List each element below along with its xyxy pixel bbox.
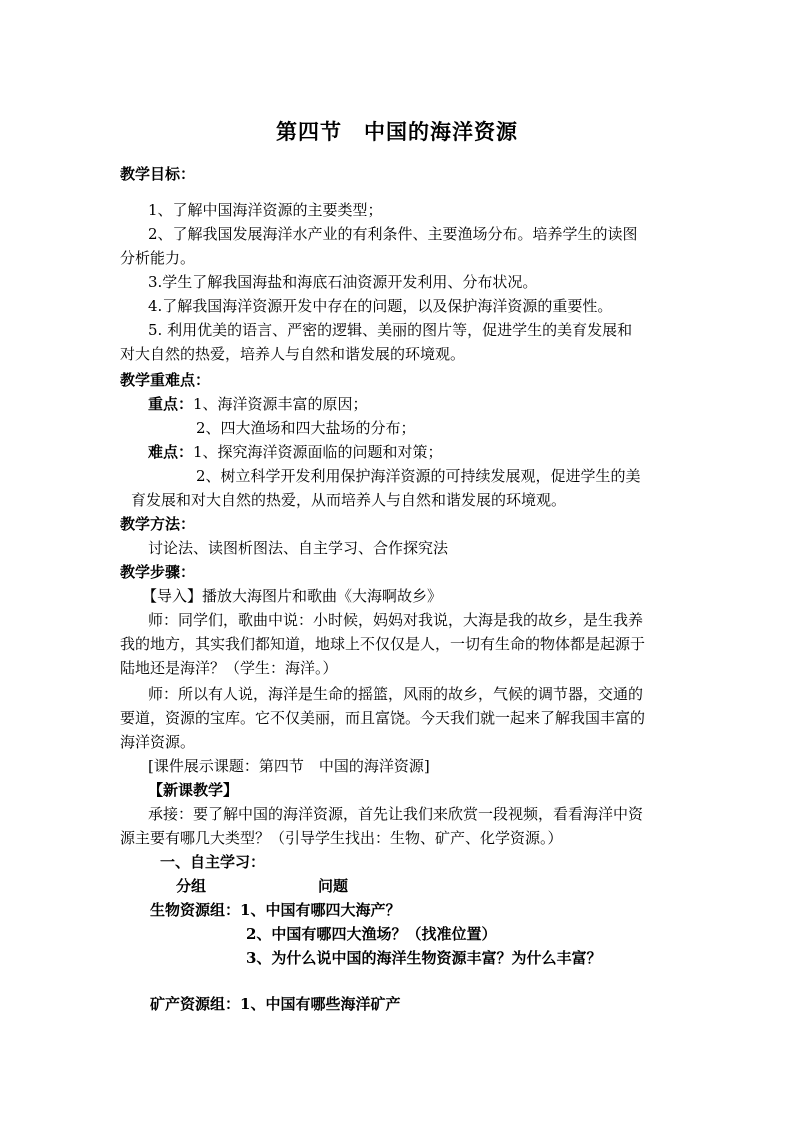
page-title: 第四节 中国的海洋资源 <box>276 119 518 144</box>
keypoints-heading: 教学重难点： <box>120 371 211 389</box>
paragraph-line: 源主要有哪几大类型？（引导学生找出：生物、矿产、化学资源。） <box>120 829 563 847</box>
column-group-header: 分组 <box>176 877 207 895</box>
difficulty-label: 难点： <box>148 443 194 461</box>
focus-text-1: 1、海洋资源丰富的原因； <box>193 395 368 413</box>
bio-question-2: 2、中国有哪四大渔场？（找准位置） <box>246 925 497 943</box>
mineral-group-label: 矿产资源组： <box>150 995 241 1013</box>
goals-heading: 教学目标： <box>120 165 196 183</box>
focus-point-2: 2、四大渔场和四大盐场的分布； <box>196 419 416 437</box>
column-question-header: 问题 <box>318 877 349 895</box>
difficulty-point-2b: 育发展和对大自然的热爱，从而培养人与自然和谐发展的环境观。 <box>131 491 567 509</box>
mineral-group-row <box>150 994 400 1014</box>
steps-heading: 教学步骤： <box>120 563 196 581</box>
new-lesson-heading: 【新课教学】 <box>148 781 239 799</box>
paragraph-line: 师：同学们，歌曲中说：小时候，妈妈对我说，大海是我的故乡，是生我养 <box>148 611 644 629</box>
bio-question-1: 1、中国有哪四大海产？ <box>240 901 401 919</box>
goal-item: 4.了解我国海洋资源开发中存在的问题，以及保护海洋资源的重要性。 <box>148 297 613 315</box>
focus-point-1 <box>148 394 368 414</box>
self-study-heading: 一、自主学习： <box>160 853 266 871</box>
courseware-note: [课件展示课题：第四节 中国的海洋资源] <box>148 757 430 775</box>
goal-item: 对大自然的热爱，培养人与自然和谐发展的环境观。 <box>120 345 466 363</box>
bio-group-row <box>150 900 400 920</box>
paragraph-line: 承接：要了解中国的海洋资源，首先让我们来欣赏一段视频，看看海洋中资 <box>148 805 644 823</box>
paragraph-line: 我的地方，其实我们都知道，地球上不仅仅是人，一切有生命的物体都是起源于 <box>120 635 646 653</box>
paragraph-line: 海洋资源。 <box>120 733 196 751</box>
difficulty-point-2a: 2、树立科学开发利用保护海洋资源的可持续发展观，促进学生的美 <box>196 467 641 485</box>
bio-question-3: 3、为什么说中国的海洋生物资源丰富？为什么丰富？ <box>246 949 602 967</box>
goal-item: 2、了解我国发展海洋水产业的有利条件、主要渔场分布。培养学生的读图 <box>148 225 638 243</box>
methods-heading: 教学方法： <box>120 515 196 533</box>
goal-item: 分析能力。 <box>120 249 196 267</box>
methods-text: 讨论法、读图析图法、自主学习、合作探究法 <box>148 539 449 557</box>
paragraph-line: 要道，资源的宝库。它不仅美丽，而且富饶。今天我们就一起来了解我国丰富的 <box>120 709 646 727</box>
difficulty-text-1: 1、探究海洋资源面临的问题和对策； <box>193 443 443 461</box>
paragraph-line: 陆地还是海洋？（学生：海洋。） <box>120 659 338 677</box>
mineral-question-1: 1、中国有哪些海洋矿产 <box>240 995 401 1013</box>
goal-item: 3.学生了解我国海盐和海底石油资源开发利用、分布状况。 <box>148 273 538 291</box>
goal-item: 5. 利用优美的语言、严密的逻辑、美丽的图片等，促进学生的美育发展和 <box>148 321 633 339</box>
focus-label: 重点： <box>148 395 194 413</box>
goal-item: 1、了解中国海洋资源的主要类型； <box>148 201 383 219</box>
paragraph-line: 师：所以有人说，海洋是生命的摇篮，风雨的故乡，气候的调节器，交通的 <box>148 685 644 703</box>
bio-group-label: 生物资源组： <box>150 901 241 919</box>
difficulty-point-1 <box>148 442 443 462</box>
intro-line: 【导入】播放大海图片和歌曲《大海啊故乡》 <box>142 587 443 605</box>
